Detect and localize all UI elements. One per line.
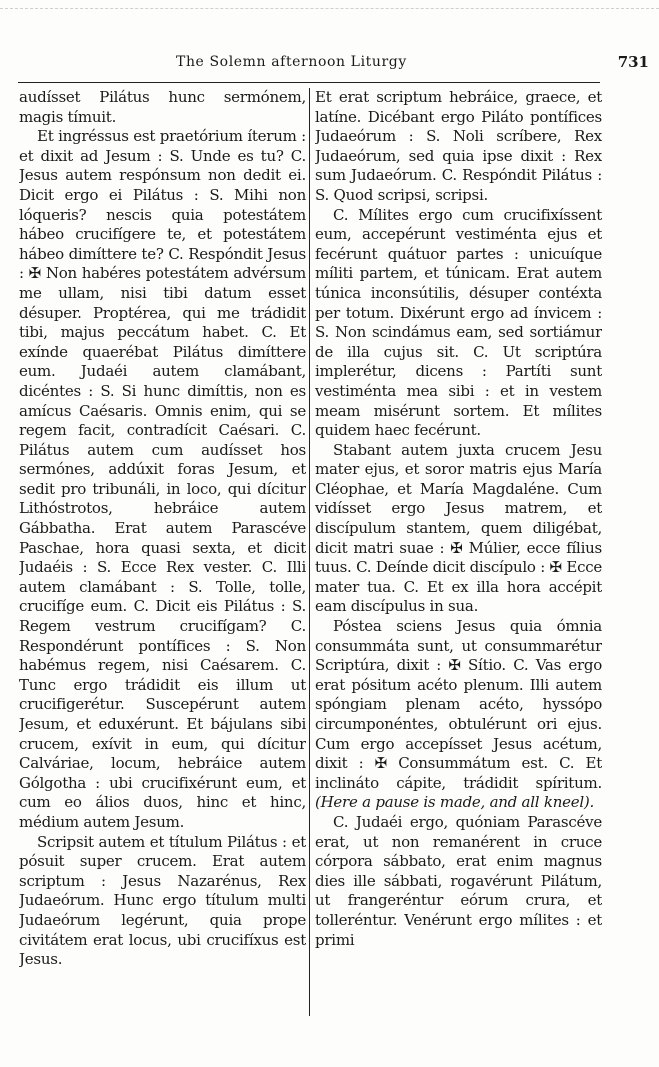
page-number: 731 (617, 53, 649, 71)
paragraph (315, 617, 602, 813)
paragraph: Et erat scriptum hebráice, graece, et latíne. Dicébant ergo Piláto pontífices Judaeórum : S. Noli scríbere, Rex Judaeórum, sed quia ipse dixit : Rex sum Judaeórum. C. Respóndit Pilátus : S. Quod scripsi, scripsi. (315, 88, 602, 204)
left-column (19, 88, 306, 1028)
page-top-rule (0, 8, 659, 9)
column-divider (309, 88, 310, 1016)
paragraph: Et ingréssus est praetórium íterum : et dixit ad Jesum : S. Unde es tu? C. Jesus autem respónsum non dedit ei. Dicit ergo ei Pilátus : S. Mihi non lóqueris? nescis quia potestátem hábeo crucifígere te, et potestátem hábeo dimíttere te? C. Respóndit Jesus : ✠ Non habéres potestátem advérsum me ullam, nisi tibi datum esset désuper. Proptérea, qui me trádidit tibi, majus peccátum habet. C. Et exínde quaerébat Pilátus dimíttere eum. Judaéi autem clamábant, dicéntes : S. Si hunc dimíttis, non es amícus Caésaris. Omnis enim, qui se regem facit, contradícit Caésari. C. Pilátus autem cum audísset hos sermónes, addúxit foras Jesum, et sedit pro tribunáli, in loco, qui dícitur Lithóstrotos, hebráice autem Gábbatha. Erat autem Parascéve Paschae, hora quasi sexta, et dicit Judaéis : S. Ecce Rex vester. C. Illi autem clamábant : S. Tolle, tolle, crucifíge eum. C. Dicit eis Pilátus : S. Regem vestrum crucifígam? C. Respondérunt pontífices : S. Non habémus regem, nisi Caésarem. C. Tunc ergo trádidit eis illum ut crucifigerétur. Suscepérunt autem Jesum, et eduxérunt. Et bájulans sibi crucem, exívit in eum, qui dícitur Calváriae, locum, hebráice autem Gólgotha : ubi crucifixérunt eum, et cum eo álios duos, hinc et hinc, médium autem Jesum. (19, 127, 306, 831)
paragraph: C. Judaéi ergo, quóniam Parascéve erat, ut non remanérent in cruce córpora sábbato, erat enim magnus dies ille sábbati, rogavérunt Pilátum, ut frangeréntur eórum crura, et tolleréntur. Venérunt ergo mílites : et primi (315, 812, 602, 949)
running-head: The Solemn afternoon Liturgy (176, 54, 407, 70)
paragraph: audísset Pilátus hunc sermónem, magis tímuit. (19, 88, 306, 126)
paragraph-text: Póstea sciens Jesus quia ómnia consummáta sunt, ut consummarétur Scriptúra, dixit : ✠ Sítio. C. Vas ergo erat pósitum acéto plenum. Illi autem spóngiam plenam acéto, hyssópo circumponéntes, obtulérunt ori ejus. Cum ergo accepísset Jesus acétum, dixit : ✠ Consummátum est. C. Et inclináto cápite, trádidit spíritum. (315, 617, 602, 792)
paragraph: Stabant autem juxta crucem Jesu mater ejus, et soror matris ejus María Cléophae, et María Magdaléne. Cum vidísset ergo Jesus matrem, et discípulum stantem, quem diligébat, dicit matri suae : ✠ Múlier, ecce fílius tuus. C. Deínde dicit discípulo : ✠ Ecce mater tua. C. Et ex illa hora accépit eam discípulus in sua. (315, 440, 602, 616)
page-header (18, 50, 649, 76)
paragraph: C. Mílites ergo cum crucifixíssent eum, accepérunt vestiménta ejus et fecérunt quátuor partes : unicuíque míliti partem, et túnicam. Erat autem túnica inconsútilis, désuper contéxta per totum. Dixérunt ergo ad ínvicem : S. Non scindámus eam, sed sortiámur de illa cujus sit. C. Ut scriptúra implerétur, dicens : Partíti sunt vestiménta mea sibi : et in vestem meam misérunt sortem. Et mílites quidem haec fecérunt. (315, 205, 602, 440)
right-column (315, 88, 602, 1028)
header-rule (18, 82, 600, 83)
paragraph: Scripsit autem et títulum Pilátus : et pósuit super crucem. Erat autem scriptum : Jesus Nazarénus, Rex Judaeórum. Hunc ergo títulum multi Judaeórum legérunt, quia prope civitátem erat locus, ubi crucifíxus est Jesus. (19, 832, 306, 969)
rubric: (Here a pause is made, and all kneel). (315, 793, 595, 812)
